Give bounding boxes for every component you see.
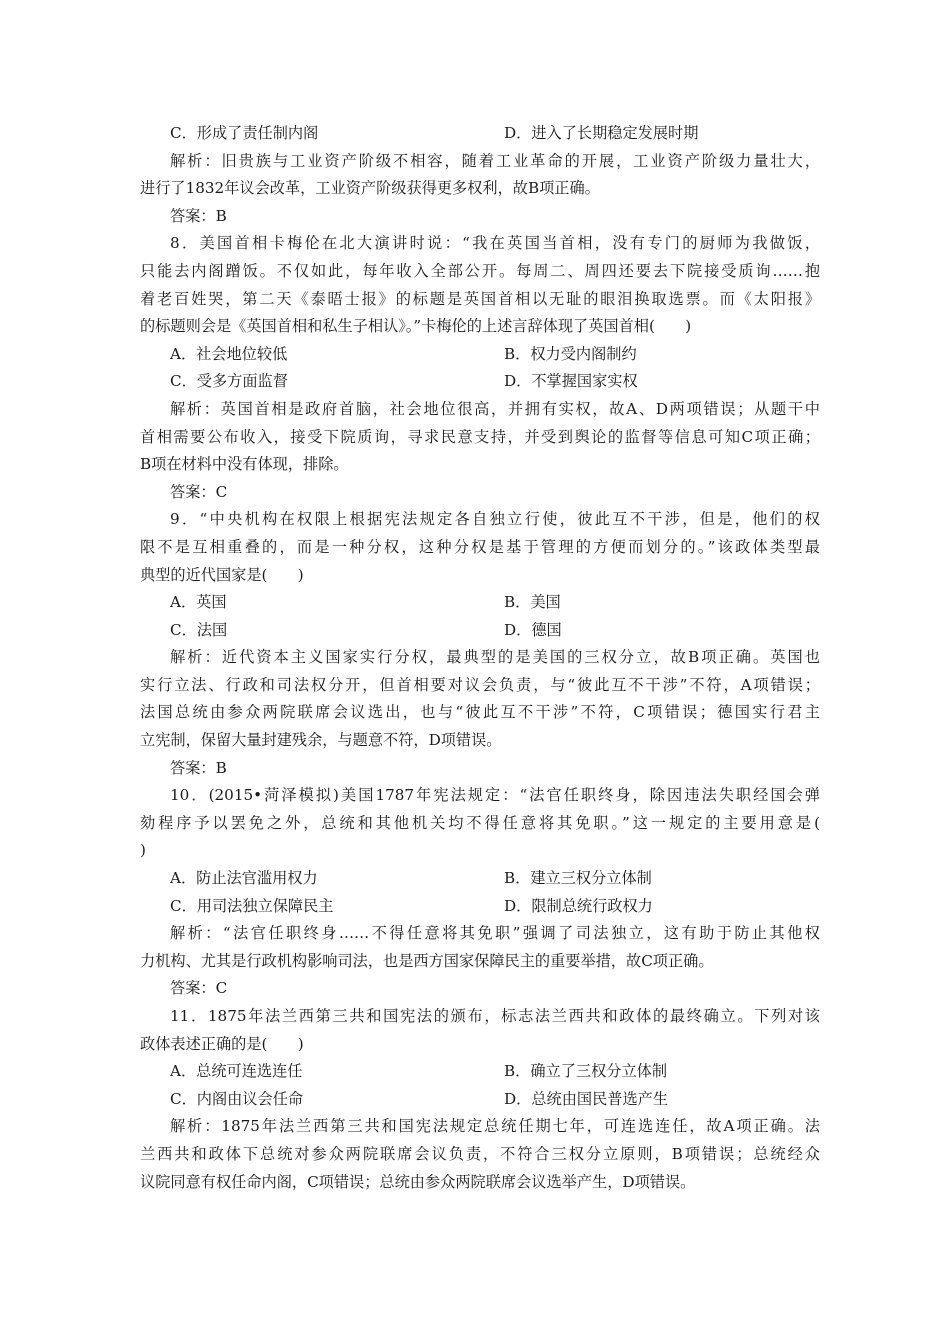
q7-option-c: C．形成了责任制内阁 [170,124,319,142]
q8-option-a: A．社会地位较低 [170,344,288,363]
q9-analysis-line-1: 解析：近代资本主义国家实行分权，最典型的是美国的三权分立，故B项正确。英国也 [170,648,820,667]
q7-option-d: D．进入了长期稳定发展时期 [504,124,699,142]
q7-options-row-cd [140,120,820,148]
q9-stem-line-1: 9．“中央机构在权限上根据宪法规定各自独立行使，彼此互不干涉，但是，他们的权 [170,510,820,529]
q10-answer: 答案：C [170,979,228,998]
q9-analysis-line-3: 法国总统由参众两院联席会议选出，也与“彼此互不干涉”不符，C项错误；德国实行君主 [140,703,820,722]
q8-options-row-ab [140,341,820,369]
q10-option-c: C．用司法独立保障民主 [170,896,334,915]
q9-options-row-cd [140,617,820,645]
q10-analysis-line-1: 解析：“法官任职终身……不得任意将其免职”强调了司法独立，这有助于防止其他权 [170,924,820,943]
q11-stem-line-2: 政体表述正确的是( ) [140,1034,304,1053]
q11-option-a: A．总统可连选连任 [170,1062,303,1081]
q8-option-c: C．受多方面监督 [170,372,288,391]
q8-analysis-line-3: B项在材料中没有体现，排除。 [140,455,349,474]
q8-analysis-line-2: 首相需要公布收入，接受下院质询，寻求民意支持，并受到舆论的监督等信息可知C项正确； [140,427,820,446]
q11-options-row-ab [140,1058,820,1086]
q11-options-row-cd [140,1086,820,1114]
q9-analysis-line-4: 立宪制，保留大量封建残余，与题意不符，D项错误。 [140,731,502,750]
q11-analysis-line-3: 议院同意有权任命内阁，C项错误；总统由参众两院联席会议选举产生，D项错误。 [140,1172,696,1191]
q8-option-b: B．权力受内阁制约 [504,344,637,363]
q11-option-d: D．总统由国民普选产生 [504,1089,669,1108]
q8-option-d: D．不掌握国家实权 [504,372,638,391]
q11-stem-line-1: 11．1875年法兰西第三共和国宪法的颁布，标志法兰西共和政体的最终确立。下列对该 [170,1007,820,1025]
q11-analysis-line-2: 兰西共和政体下总统对参众两院联席会议负责，不符合三权分立原则，B项错误；总统经众 [140,1144,820,1163]
q9-stem-line-2: 限不是互相重叠的，而是一种分权，这种分权是基于管理的方便而划分的。”该政体类型最 [140,537,820,556]
q11-option-c: C．内阁由议会任命 [170,1089,304,1108]
q9-option-b: B．美国 [504,593,561,612]
q10-options-row-cd [140,893,820,921]
q10-option-b: B．建立三权分立体制 [504,869,652,888]
q10-options-row-ab [140,865,820,893]
q7-analysis-line-1: 解析：旧贵族与工业资产阶级不相容，随着工业革命的开展，工业资产阶级力量壮大， [170,151,820,170]
q8-stem-line-4: 的标题则会是《英国首相和私生子相认》。”卡梅伦的上述言辞体现了英国首相( ) [140,317,692,336]
q8-answer: 答案：C [170,482,228,501]
q11-option-b: B．确立了三权分立体制 [504,1062,668,1081]
q10-stem-line-2: 劾程序予以罢免之外，总统和其他机关均不得任意将其免职。”这一规定的主要用意是( [140,813,820,832]
q9-stem-line-3: 典型的近代国家是( ) [140,565,304,584]
q9-options-row-ab [140,589,820,617]
q8-stem-line-3: 着老百姓哭，第二天《泰晤士报》的标题是英国首相以无耻的眼泪换取选票。而《太阳报》 [140,289,820,308]
q7-analysis-line-2: 进行了1832年议会改革，工业资产阶级获得更多权利，故B项正确。 [140,179,600,198]
q8-stem-line-2: 只能去内阁蹭饭。不仅如此，每年收入全部公开。每周二、周四还要去下院接受质询……抱 [140,261,820,280]
q9-option-d: D．德国 [504,620,562,639]
page-content [140,120,820,1196]
q10-analysis-line-2: 力机构、尤其是行政机构影响司法，也是西方国家保障民主的重要举措，故C项正确。 [140,951,714,970]
q9-answer: 答案：B [170,758,227,777]
q8-stem-line-1: 8．美国首相卡梅伦在北大演讲时说：“我在英国当首相，没有专门的厨师为我做饭， [170,234,820,253]
q10-option-a: A．防止法官滥用权力 [170,869,318,888]
q8-analysis-line-1: 解析：英国首相是政府首脑，社会地位很高，并拥有实权，故A、D两项错误；从题干中 [170,399,820,418]
q10-stem-line-3: ) [140,841,146,860]
q9-option-a: A．英国 [170,593,227,612]
q8-options-row-cd [140,368,820,396]
q7-answer: 答案：B [170,206,227,225]
q9-option-c: C．法国 [170,620,228,639]
q10-option-d: D．限制总统行政权力 [504,896,653,915]
q9-analysis-line-2: 实行立法、行政和司法权分开，但首相要对议会负责，与“彼此互不干涉”不符，A项错误； [140,675,820,694]
q11-analysis-line-1: 解析：1875年法兰西第三共和国宪法规定总统任期七年，可连选连任，故A项正确。法 [170,1117,820,1136]
q10-stem-line-1: 10．(2015•菏泽模拟)美国1787年宪法规定：“法官任职终身，除因违法失职经国会弹 [170,786,820,805]
